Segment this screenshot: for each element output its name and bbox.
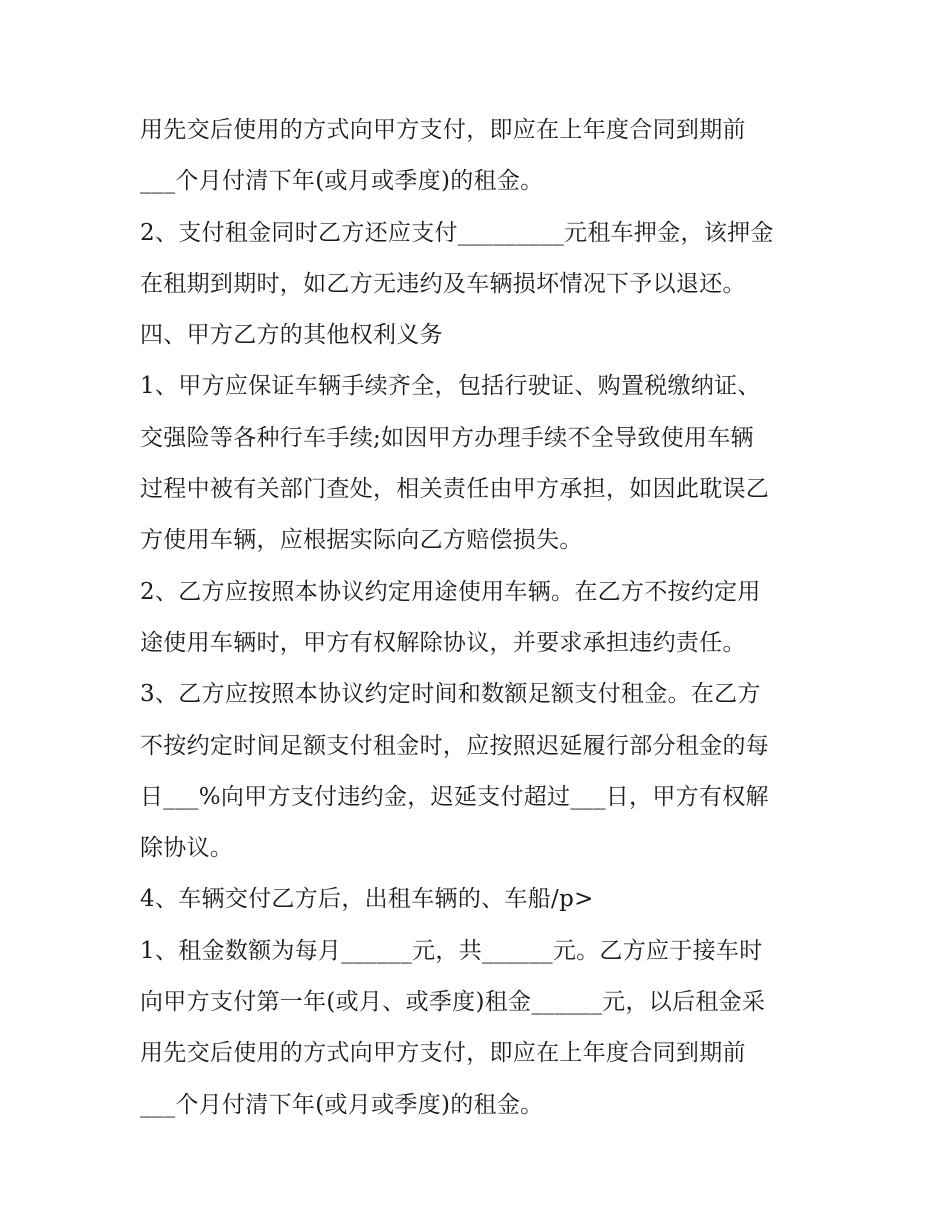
text-line: ___个月付清下年(或月或季度)的租金。 — [140, 1091, 544, 1118]
text-line: 用先交后使用的方式向甲方支付，即应在上年度合同到期前 — [140, 117, 746, 143]
text-line: 向甲方支付第一年(或月、或季度)租金______元，以后租金采 — [140, 989, 766, 1016]
text-line: 在租期到期时，如乙方无违约及车辆损坏情况下予以退还。 — [140, 270, 746, 297]
contract-text — [140, 105, 830, 1131]
text-line: 3、乙方应按照本协议约定时间和数额足额支付租金。在乙方 — [140, 681, 761, 708]
text-line: 过程中被有关部门查处，相关责任由甲方承担，如因此耽误乙 — [140, 476, 770, 503]
text-line: 途使用车辆时，甲方有权解除协议，并要求承担违约责任。 — [140, 629, 746, 656]
text-line: 交强险等各种行车手续;如因甲方办理手续不全导致使用车辆 — [140, 424, 754, 451]
text-line: 2、乙方应按照本协议约定用途使用车辆。在乙方不按约定用 — [140, 578, 761, 605]
text-line: ___个月付清下年(或月或季度)的租金。 — [140, 168, 544, 195]
text-line: 除协议。 — [140, 835, 234, 862]
text-line: 用先交后使用的方式向甲方支付，即应在上年度合同到期前 — [140, 1040, 746, 1067]
text-line: 日___%向甲方支付违约金，迟延支付超过___日，甲方有权解 — [140, 783, 769, 810]
text-line: 方使用车辆，应根据实际向乙方赔偿损失。 — [140, 527, 583, 554]
section-heading: 四、甲方乙方的其他权利义务 — [140, 322, 443, 349]
text-line: 不按约定时间足额支付租金时，应按照迟延履行部分租金的每 — [140, 732, 770, 759]
text-line: 2、支付租金同时乙方还应支付_________元租车押金，该押金 — [140, 219, 774, 246]
text-line: 1、租金数额为每月______元，共______元。乙方应于接车时 — [140, 937, 763, 964]
text-line: 4、车辆交付乙方后，出租车辆的、车船/p> — [140, 886, 594, 913]
text-line: 1、甲方应保证车辆手续齐全，包括行驶证、购置税缴纳证、 — [140, 373, 761, 400]
